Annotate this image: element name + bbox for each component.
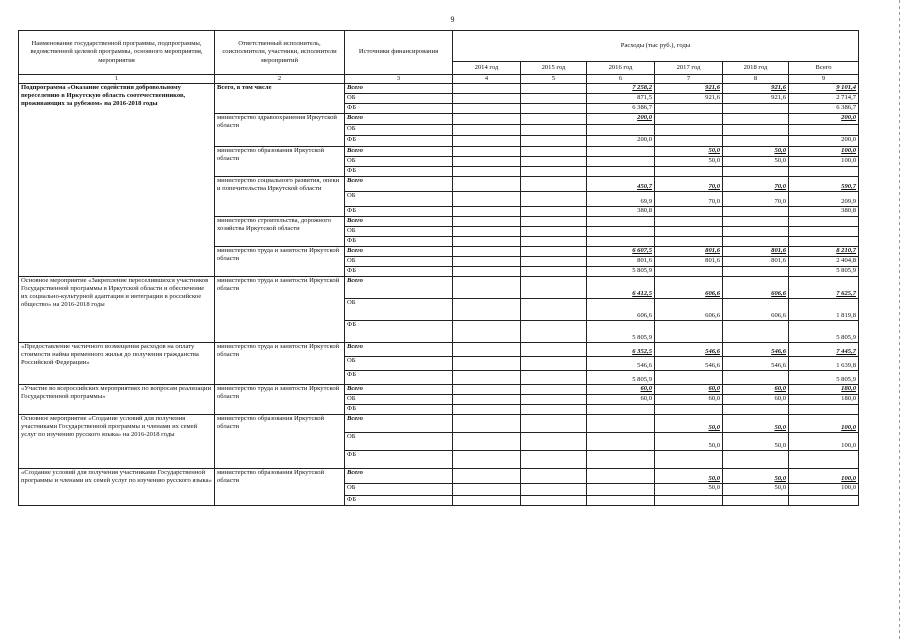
year-value-cell [655, 104, 723, 114]
total-value-cell: 380,8 [789, 207, 859, 217]
year-value-cell [723, 496, 789, 506]
year-value-cell [453, 277, 521, 299]
total-value-cell: 2 404,8 [789, 257, 859, 267]
year-value-cell [521, 299, 587, 321]
header-year-2017: 2017 год [655, 62, 723, 75]
year-value-cell [723, 136, 789, 147]
year-value-cell: 60,0 [723, 385, 789, 395]
year-value-cell [521, 114, 587, 125]
year-value-cell: 50,0 [723, 157, 789, 167]
funding-source-cell: Всего [345, 385, 453, 395]
header-year-2016: 2016 год [587, 62, 655, 75]
funding-source-cell: Всего [345, 177, 453, 192]
year-value-cell: 70,0 [723, 177, 789, 192]
year-value-cell [521, 104, 587, 114]
total-value-cell: 100,0 [789, 415, 859, 433]
program-name-cell: «Создание условий для получения участниками Государственной программы и членами их семей услуг по изучению русского языка» [19, 469, 215, 506]
year-value-cell [587, 125, 655, 136]
year-value-cell [453, 343, 521, 357]
year-value-cell [587, 217, 655, 227]
program-name-cell: Подпрограмма «Оказание содействия добровольному переселению в Иркутскую область соотечественников, проживающих за рубежом» на 2016-2018 годы [19, 84, 215, 277]
year-value-cell: 70,0 [723, 192, 789, 207]
program-name-cell: Основное мероприятие «Закрепление переселившихся участников Государственной программы в Иркутской области и обеспечение их социально-культурной адаптации и интеграции в российское общество» на 2016-2018 годы [19, 277, 215, 343]
year-value-cell: 50,0 [655, 147, 723, 157]
col-number: 3 [345, 75, 453, 84]
header-name: Наименование государственной программы, подпрограммы, ведомственной целевой программы, основного мероприятия, мероприятия [19, 31, 215, 75]
funding-source-cell: Всего [345, 147, 453, 157]
header-executor: Ответственный исполнитель, соисполнители, участники, исполнители мероприятий [215, 31, 345, 75]
year-value-cell [521, 371, 587, 385]
year-value-cell [723, 451, 789, 469]
total-value-cell: 6 386,7 [789, 104, 859, 114]
col-number: 4 [453, 75, 521, 84]
year-value-cell [453, 147, 521, 157]
year-value-cell: 5 805,9 [587, 371, 655, 385]
year-value-cell: 921,6 [723, 94, 789, 104]
year-value-cell [521, 405, 587, 415]
funding-source-cell: ОБ [345, 157, 453, 167]
year-value-cell [521, 125, 587, 136]
year-value-cell [655, 496, 723, 506]
year-value-cell: 60,0 [655, 385, 723, 395]
year-value-cell [521, 415, 587, 433]
year-value-cell [723, 207, 789, 217]
year-value-cell [521, 357, 587, 371]
year-value-cell [587, 496, 655, 506]
funding-source-cell: ФБ [345, 371, 453, 385]
year-value-cell [521, 84, 587, 94]
year-value-cell: 801,6 [655, 257, 723, 267]
year-value-cell [587, 227, 655, 237]
total-value-cell: 100,0 [789, 469, 859, 484]
executor-cell: министерство образования Иркутской области [215, 469, 345, 506]
year-value-cell [453, 433, 521, 451]
year-value-cell [453, 415, 521, 433]
year-value-cell: 546,6 [587, 357, 655, 371]
total-value-cell [789, 227, 859, 237]
header-expenses: Расходы (тыс руб.), годы [453, 31, 859, 62]
year-value-cell: 50,0 [723, 433, 789, 451]
budget-table [18, 30, 859, 506]
year-value-cell: 50,0 [723, 469, 789, 484]
year-value-cell [521, 217, 587, 227]
year-value-cell: 200,0 [587, 136, 655, 147]
total-value-cell: 100,0 [789, 157, 859, 167]
year-value-cell: 801,6 [587, 257, 655, 267]
year-value-cell [453, 192, 521, 207]
total-value-cell [789, 237, 859, 247]
col-number: 6 [587, 75, 655, 84]
year-value-cell: 50,0 [655, 469, 723, 484]
funding-source-cell: ОБ [345, 257, 453, 267]
total-value-cell: 200,0 [789, 114, 859, 125]
header-total: Всего [789, 62, 859, 75]
year-value-cell [521, 177, 587, 192]
year-value-cell [453, 469, 521, 484]
year-value-cell: 801,6 [655, 247, 723, 257]
year-value-cell [453, 157, 521, 167]
year-value-cell [453, 321, 521, 343]
year-value-cell [453, 247, 521, 257]
year-value-cell [453, 104, 521, 114]
year-value-cell: 6 352,5 [587, 343, 655, 357]
year-value-cell: 6 386,7 [587, 104, 655, 114]
funding-source-cell: Всего [345, 84, 453, 94]
year-value-cell [521, 451, 587, 469]
page-edge-marks [899, 0, 900, 640]
funding-source-cell: Всего [345, 343, 453, 357]
total-value-cell: 1 639,8 [789, 357, 859, 371]
year-value-cell [723, 267, 789, 277]
year-value-cell [655, 451, 723, 469]
year-value-cell [453, 257, 521, 267]
year-value-cell: 546,6 [723, 357, 789, 371]
year-value-cell: 5 805,9 [587, 321, 655, 343]
col-number: 1 [19, 75, 215, 84]
year-value-cell [723, 237, 789, 247]
year-value-cell [521, 395, 587, 405]
year-value-cell [521, 257, 587, 267]
total-value-cell [789, 451, 859, 469]
executor-cell: министерство социального развития, опеки и попечительства Иркутской области [215, 177, 345, 217]
year-value-cell [453, 207, 521, 217]
year-value-cell [521, 94, 587, 104]
year-value-cell [587, 237, 655, 247]
executor-cell: министерство образования Иркутской области [215, 415, 345, 469]
year-value-cell: 606,6 [655, 299, 723, 321]
funding-source-cell: ФБ [345, 136, 453, 147]
year-value-cell [587, 469, 655, 484]
table-body [19, 84, 859, 506]
funding-source-cell: ФБ [345, 207, 453, 217]
year-value-cell [587, 157, 655, 167]
year-value-cell [521, 277, 587, 299]
year-value-cell [723, 405, 789, 415]
year-value-cell: 7 258,2 [587, 84, 655, 94]
header-year-2018: 2018 год [723, 62, 789, 75]
year-value-cell: 450,7 [587, 177, 655, 192]
year-value-cell [521, 237, 587, 247]
year-value-cell: 50,0 [723, 147, 789, 157]
header-year-2014: 2014 год [453, 62, 521, 75]
funding-source-cell: ФБ [345, 496, 453, 506]
year-value-cell [453, 395, 521, 405]
year-value-cell [453, 371, 521, 385]
year-value-cell [521, 385, 587, 395]
header-source: Источники финансирования [345, 31, 453, 75]
year-value-cell [587, 167, 655, 177]
year-value-cell: 546,6 [723, 343, 789, 357]
total-value-cell: 5 805,9 [789, 267, 859, 277]
funding-source-cell: Всего [345, 415, 453, 433]
year-value-cell [723, 104, 789, 114]
year-value-cell [655, 321, 723, 343]
funding-source-cell: ФБ [345, 321, 453, 343]
funding-source-cell: Всего [345, 114, 453, 125]
year-value-cell: 6 412,5 [587, 277, 655, 299]
year-value-cell [655, 136, 723, 147]
year-value-cell [453, 136, 521, 147]
year-value-cell: 921,6 [723, 84, 789, 94]
year-value-cell [453, 496, 521, 506]
year-value-cell [655, 227, 723, 237]
total-value-cell: 180,0 [789, 385, 859, 395]
year-value-cell [453, 84, 521, 94]
year-value-cell: 50,0 [723, 415, 789, 433]
year-value-cell [723, 114, 789, 125]
total-value-cell: 5 805,9 [789, 321, 859, 343]
year-value-cell: 921,6 [655, 94, 723, 104]
total-value-cell: 200,0 [789, 136, 859, 147]
year-value-cell [723, 321, 789, 343]
funding-source-cell: ОБ [345, 192, 453, 207]
year-value-cell: 50,0 [723, 484, 789, 496]
program-name-cell: «Предоставление частичного возмещения расходов на оплату стоимости найма временного жилья до получения гражданства Российской Федерации» [19, 343, 215, 385]
year-value-cell [453, 484, 521, 496]
year-value-cell: 6 607,5 [587, 247, 655, 257]
total-value-cell: 2 714,7 [789, 94, 859, 104]
funding-source-cell: ОБ [345, 484, 453, 496]
year-value-cell: 60,0 [723, 395, 789, 405]
year-value-cell: 546,6 [655, 343, 723, 357]
table-row [19, 277, 859, 299]
funding-source-cell: Всего [345, 247, 453, 257]
program-name-cell: «Участие во всероссийских мероприятиях по вопросам реализации Государственной программы» [19, 385, 215, 415]
year-value-cell [655, 207, 723, 217]
funding-source-cell: ОБ [345, 395, 453, 405]
col-number: 9 [789, 75, 859, 84]
year-value-cell [521, 321, 587, 343]
funding-source-cell: ОБ [345, 433, 453, 451]
year-value-cell [453, 237, 521, 247]
year-value-cell [655, 167, 723, 177]
funding-source-cell: ФБ [345, 405, 453, 415]
year-value-cell [655, 371, 723, 385]
year-value-cell: 50,0 [655, 415, 723, 433]
year-value-cell [453, 114, 521, 125]
year-value-cell [521, 227, 587, 237]
total-value-cell: 9 101,4 [789, 84, 859, 94]
year-value-cell: 921,6 [655, 84, 723, 94]
year-value-cell: 606,6 [587, 299, 655, 321]
total-value-cell: 100,0 [789, 147, 859, 157]
year-value-cell: 50,0 [655, 484, 723, 496]
year-value-cell: 801,6 [723, 257, 789, 267]
total-value-cell: 100,0 [789, 433, 859, 451]
total-value-cell: 8 210,7 [789, 247, 859, 257]
year-value-cell: 60,0 [655, 395, 723, 405]
year-value-cell: 50,0 [655, 433, 723, 451]
year-value-cell: 60,0 [587, 395, 655, 405]
funding-source-cell: ОБ [345, 357, 453, 371]
year-value-cell [587, 405, 655, 415]
executor-cell: министерство строительства, дорожного хозяйства Иркутской области [215, 217, 345, 247]
year-value-cell [655, 114, 723, 125]
year-value-cell [453, 267, 521, 277]
total-value-cell [789, 125, 859, 136]
table-row [19, 385, 859, 395]
funding-source-cell: ФБ [345, 237, 453, 247]
year-value-cell: 200,0 [587, 114, 655, 125]
year-value-cell [521, 136, 587, 147]
funding-source-cell: Всего [345, 217, 453, 227]
year-value-cell: 70,0 [655, 177, 723, 192]
year-value-cell [655, 217, 723, 227]
executor-cell: министерство труда и занятости Иркутской области [215, 247, 345, 277]
funding-source-cell: ФБ [345, 451, 453, 469]
total-value-cell: 5 805,9 [789, 371, 859, 385]
funding-source-cell: Всего [345, 277, 453, 299]
year-value-cell [453, 385, 521, 395]
year-value-cell [587, 147, 655, 157]
year-value-cell [655, 405, 723, 415]
funding-source-cell: ФБ [345, 167, 453, 177]
funding-source-cell: Всего [345, 469, 453, 484]
total-value-cell: 180,0 [789, 395, 859, 405]
year-value-cell [723, 217, 789, 227]
year-value-cell: 606,6 [723, 277, 789, 299]
year-value-cell [723, 167, 789, 177]
total-value-cell: 1 819,8 [789, 299, 859, 321]
year-value-cell [521, 433, 587, 451]
year-value-cell [723, 125, 789, 136]
year-value-cell: 50,0 [655, 157, 723, 167]
year-value-cell [521, 469, 587, 484]
table-row [19, 343, 859, 357]
year-value-cell: 546,6 [655, 357, 723, 371]
total-value-cell: 590,7 [789, 177, 859, 192]
year-value-cell [587, 484, 655, 496]
program-name-cell: Основное мероприятие «Создание условий для получения участниками Государственной программы и членами их семей услуг по изучению русского языка» на 2016-2018 годы [19, 415, 215, 469]
col-number: 5 [521, 75, 587, 84]
col-number: 8 [723, 75, 789, 84]
year-value-cell [521, 267, 587, 277]
year-value-cell [723, 227, 789, 237]
page-number: 9 [450, 15, 455, 24]
funding-source-cell: ОБ [345, 94, 453, 104]
executor-cell: министерство труда и занятости Иркутской области [215, 385, 345, 415]
executor-cell: Всего, в том числе [215, 84, 345, 114]
total-value-cell: 209,9 [789, 192, 859, 207]
year-value-cell: 60,0 [587, 385, 655, 395]
total-value-cell [789, 217, 859, 227]
year-value-cell: 871,5 [587, 94, 655, 104]
year-value-cell [453, 227, 521, 237]
funding-source-cell: ФБ [345, 267, 453, 277]
year-value-cell [521, 192, 587, 207]
year-value-cell [453, 167, 521, 177]
total-value-cell [789, 496, 859, 506]
executor-cell: министерство образования Иркутской области [215, 147, 345, 177]
table-row [19, 84, 859, 94]
year-value-cell: 69,9 [587, 192, 655, 207]
year-value-cell [453, 357, 521, 371]
total-value-cell: 7 445,7 [789, 343, 859, 357]
year-value-cell [453, 177, 521, 192]
year-value-cell [521, 167, 587, 177]
col-number: 2 [215, 75, 345, 84]
table-row [19, 469, 859, 484]
header-year-2015: 2015 год [521, 62, 587, 75]
year-value-cell: 380,8 [587, 207, 655, 217]
year-value-cell [521, 247, 587, 257]
year-value-cell [521, 496, 587, 506]
year-value-cell [521, 147, 587, 157]
year-value-cell: 801,6 [723, 247, 789, 257]
year-value-cell [453, 94, 521, 104]
year-value-cell [655, 237, 723, 247]
total-value-cell [789, 405, 859, 415]
year-value-cell [655, 125, 723, 136]
year-value-cell: 606,6 [655, 277, 723, 299]
year-value-cell [453, 299, 521, 321]
year-value-cell [655, 267, 723, 277]
year-value-cell [587, 433, 655, 451]
funding-source-cell: ОБ [345, 125, 453, 136]
funding-source-cell: ОБ [345, 299, 453, 321]
year-value-cell [453, 125, 521, 136]
year-value-cell [453, 451, 521, 469]
total-value-cell: 7 625,7 [789, 277, 859, 299]
executor-cell: министерство здравоохранения Иркутской области [215, 114, 345, 147]
year-value-cell [453, 217, 521, 227]
year-value-cell [521, 157, 587, 167]
table-header [19, 31, 859, 84]
funding-source-cell: ОБ [345, 227, 453, 237]
table-row [19, 415, 859, 433]
year-value-cell: 5 805,9 [587, 267, 655, 277]
executor-cell: министерство труда и занятости Иркутской области [215, 277, 345, 343]
year-value-cell [587, 415, 655, 433]
year-value-cell [521, 207, 587, 217]
total-value-cell [789, 167, 859, 177]
year-value-cell [453, 405, 521, 415]
year-value-cell [521, 343, 587, 357]
year-value-cell: 70,0 [655, 192, 723, 207]
year-value-cell [521, 484, 587, 496]
total-value-cell: 100,0 [789, 484, 859, 496]
year-value-cell [723, 371, 789, 385]
col-number: 7 [655, 75, 723, 84]
funding-source-cell: ФБ [345, 104, 453, 114]
executor-cell: министерство труда и занятости Иркутской области [215, 343, 345, 385]
year-value-cell: 606,6 [723, 299, 789, 321]
year-value-cell [587, 451, 655, 469]
